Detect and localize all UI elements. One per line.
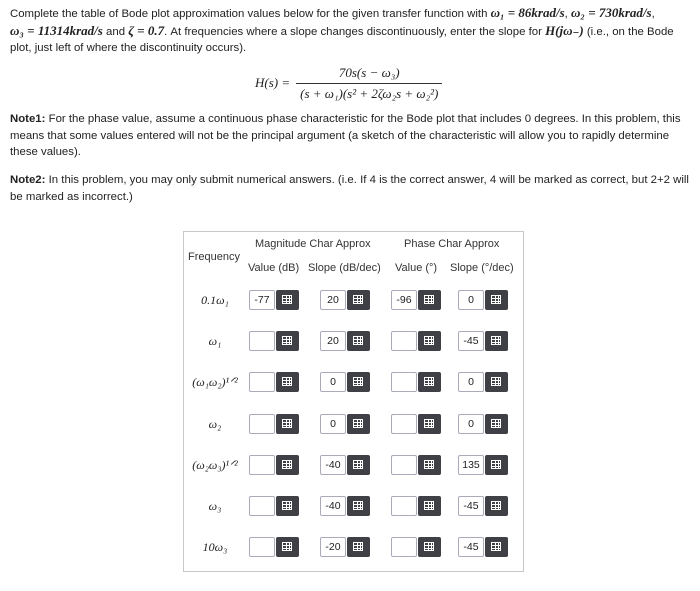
keypad-icon <box>353 419 363 428</box>
keypad-icon <box>424 419 434 428</box>
mag-value-cell <box>249 331 301 351</box>
mag-slope-input[interactable]: -20 <box>320 537 346 557</box>
phase-slope-cell <box>458 372 510 392</box>
keypad-button[interactable] <box>347 290 370 310</box>
keypad-button[interactable] <box>347 372 370 392</box>
phase-value-cell <box>391 537 443 557</box>
transfer-function-formula <box>255 63 442 103</box>
mag-slope-cell <box>320 455 372 475</box>
frequency-header: Frequency <box>188 251 240 263</box>
mag-value-cell <box>249 290 301 310</box>
keypad-button[interactable] <box>485 331 508 351</box>
formula-denominator: (s + ω₁)(s² + 2ζω₂s + ω₂²) <box>296 83 442 102</box>
intro-sep-1: , <box>564 8 572 20</box>
keypad-icon <box>424 336 434 345</box>
phase-value-header: Value (°) <box>395 262 438 274</box>
intro-text-2: . At frequencies where a slope changes discontinuously, enter the slope for <box>164 25 546 38</box>
formula-fraction <box>296 65 442 102</box>
mag-slope-cell <box>320 331 372 351</box>
keypad-button[interactable] <box>418 496 441 516</box>
mag-value-cell <box>249 414 301 434</box>
phase-value-cell <box>391 290 443 310</box>
phase-value-cell <box>391 414 443 434</box>
note2-label: Note2: <box>10 174 46 186</box>
mag-slope-cell <box>320 372 372 392</box>
phase-slope-input[interactable]: 0 <box>458 414 484 434</box>
frequency-cell: ω₂ <box>208 417 222 431</box>
keypad-button[interactable] <box>276 455 299 475</box>
note1-text: For the phase value, assume a continuous phase characteristic for the Bode plot that includes 0 degrees. In this problem, this means that some values entered will not be the principal argument (a sketch of the characteristic will allow you to rapidly determine these values). <box>10 113 681 158</box>
keypad-button[interactable] <box>347 414 370 434</box>
h-jw-expr: H(jω₋) <box>545 22 584 38</box>
mag-value-input[interactable] <box>249 372 275 392</box>
phase-value-input[interactable] <box>391 414 417 434</box>
keypad-button[interactable] <box>276 496 299 516</box>
mag-slope-input[interactable]: 20 <box>320 331 346 351</box>
keypad-button[interactable] <box>418 331 441 351</box>
phase-value-input[interactable]: -96 <box>391 290 417 310</box>
phase-slope-input[interactable]: 0 <box>458 290 484 310</box>
keypad-icon <box>424 295 434 304</box>
keypad-icon <box>353 336 363 345</box>
keypad-icon <box>282 542 292 551</box>
note1-label: Note1: <box>10 113 46 125</box>
keypad-button[interactable] <box>347 331 370 351</box>
keypad-icon <box>491 542 501 551</box>
frequency-cell: (ω₁ω₂)¹ᐟ² <box>192 375 238 389</box>
keypad-icon <box>424 460 434 469</box>
intro-sep-2: , <box>651 8 655 20</box>
mag-value-input[interactable] <box>249 331 275 351</box>
frequency-cell: (ω₂ω₃)¹ᐟ² <box>192 458 238 472</box>
mag-value-input[interactable] <box>249 455 275 475</box>
mag-value-cell <box>249 455 301 475</box>
keypad-icon <box>282 460 292 469</box>
keypad-button[interactable] <box>418 290 441 310</box>
keypad-button[interactable] <box>276 372 299 392</box>
keypad-button[interactable] <box>276 414 299 434</box>
keypad-icon <box>491 419 501 428</box>
bode-table <box>183 231 524 572</box>
keypad-button[interactable] <box>418 537 441 557</box>
formula-numerator: 70s(s − ω₃) <box>338 64 400 80</box>
keypad-button[interactable] <box>276 537 299 557</box>
mag-slope-header: Slope (dB/dec) <box>308 262 381 274</box>
keypad-icon <box>424 501 434 510</box>
phase-value-input[interactable] <box>391 496 417 516</box>
mag-slope-input[interactable]: 20 <box>320 290 346 310</box>
phase-value-input[interactable] <box>391 331 417 351</box>
omega1-expr: ω₁ = 86krad/s <box>490 5 565 20</box>
mag-value-header: Value (dB) <box>248 262 300 274</box>
mag-slope-cell <box>320 537 372 557</box>
intro-text-1: Complete the table of Bode plot approximation values below for the given transfer function with <box>10 8 491 20</box>
keypad-button[interactable] <box>276 290 299 310</box>
phase-slope-input[interactable]: 0 <box>458 372 484 392</box>
mag-value-cell <box>249 372 301 392</box>
keypad-icon <box>353 501 363 510</box>
mag-value-input[interactable] <box>249 496 275 516</box>
keypad-button[interactable] <box>485 496 508 516</box>
frequency-cell: ω₃ <box>208 499 222 513</box>
phase-value-input[interactable] <box>391 372 417 392</box>
phase-slope-cell <box>458 537 510 557</box>
phase-slope-input[interactable]: -45 <box>458 331 484 351</box>
phase-value-input[interactable] <box>391 537 417 557</box>
mag-slope-input[interactable]: -40 <box>320 455 346 475</box>
mag-value-cell <box>249 496 301 516</box>
phase-value-cell <box>391 331 443 351</box>
phase-slope-input[interactable]: -45 <box>458 496 484 516</box>
phase-header: Phase Char Approx <box>404 238 500 250</box>
keypad-icon <box>282 377 292 386</box>
keypad-button[interactable] <box>418 414 441 434</box>
keypad-button[interactable] <box>485 372 508 392</box>
keypad-icon <box>491 460 501 469</box>
phase-slope-cell <box>458 496 510 516</box>
keypad-icon <box>491 336 501 345</box>
keypad-icon <box>353 542 363 551</box>
phase-value-cell <box>391 496 443 516</box>
note2 <box>10 172 690 205</box>
phase-slope-cell <box>458 455 510 475</box>
keypad-button[interactable] <box>276 331 299 351</box>
keypad-icon <box>491 377 501 386</box>
keypad-icon <box>424 377 434 386</box>
keypad-icon <box>282 501 292 510</box>
omega2-expr: ω₂ = 730krad/s <box>571 5 652 20</box>
mag-value-input[interactable] <box>249 537 275 557</box>
mag-value-input[interactable] <box>249 414 275 434</box>
phase-slope-cell <box>458 331 510 351</box>
intro-and: and <box>102 25 129 38</box>
phase-value-cell <box>391 372 443 392</box>
mag-value-input[interactable]: -77 <box>249 290 275 310</box>
mag-slope-cell <box>320 496 372 516</box>
magnitude-header: Magnitude Char Approx <box>255 238 371 250</box>
keypad-icon <box>282 295 292 304</box>
mag-slope-input[interactable]: 0 <box>320 372 346 392</box>
frequency-cell: ω₁ <box>208 334 222 348</box>
mag-slope-input[interactable]: -40 <box>320 496 346 516</box>
problem-statement <box>10 5 690 57</box>
mag-value-cell <box>249 537 301 557</box>
keypad-button[interactable] <box>418 372 441 392</box>
keypad-icon <box>282 419 292 428</box>
keypad-icon <box>491 501 501 510</box>
frequency-cell: 0.1ω₁ <box>201 293 229 307</box>
keypad-button[interactable] <box>347 537 370 557</box>
keypad-button[interactable] <box>485 414 508 434</box>
phase-value-cell <box>391 455 443 475</box>
intro-text-3: (i.e., on the Bode plot, just left of where the discontinuity occurs). <box>10 25 674 54</box>
keypad-button[interactable] <box>485 537 508 557</box>
note1 <box>10 111 690 161</box>
formula-lhs: H(s) = <box>255 75 291 90</box>
keypad-icon <box>282 336 292 345</box>
phase-slope-input[interactable]: 135 <box>458 455 484 475</box>
keypad-button[interactable] <box>347 496 370 516</box>
keypad-icon <box>353 377 363 386</box>
keypad-icon <box>491 295 501 304</box>
phase-slope-cell <box>458 414 510 434</box>
keypad-icon <box>353 460 363 469</box>
keypad-button[interactable] <box>418 455 441 475</box>
keypad-button[interactable] <box>485 455 508 475</box>
mag-slope-input[interactable]: 0 <box>320 414 346 434</box>
phase-value-input[interactable] <box>391 455 417 475</box>
mag-slope-cell <box>320 414 372 434</box>
keypad-icon <box>424 542 434 551</box>
phase-slope-cell <box>458 290 510 310</box>
frequency-cell: 10ω₃ <box>202 540 228 554</box>
note2-text: In this problem, you may only submit numerical answers. (i.e. If 4 is the correct answer, 4 will be marked as correct, but 2+2 will be marked as incorrect.) <box>10 174 689 203</box>
keypad-button[interactable] <box>485 290 508 310</box>
phase-slope-input[interactable]: -45 <box>458 537 484 557</box>
phase-slope-header: Slope (°/dec) <box>450 262 514 274</box>
mag-slope-cell <box>320 290 372 310</box>
omega3-expr: ω₃ = 11314krad/s <box>10 22 103 38</box>
keypad-icon <box>353 295 363 304</box>
zeta-expr: ζ = 0.7 <box>128 22 165 38</box>
keypad-button[interactable] <box>347 455 370 475</box>
